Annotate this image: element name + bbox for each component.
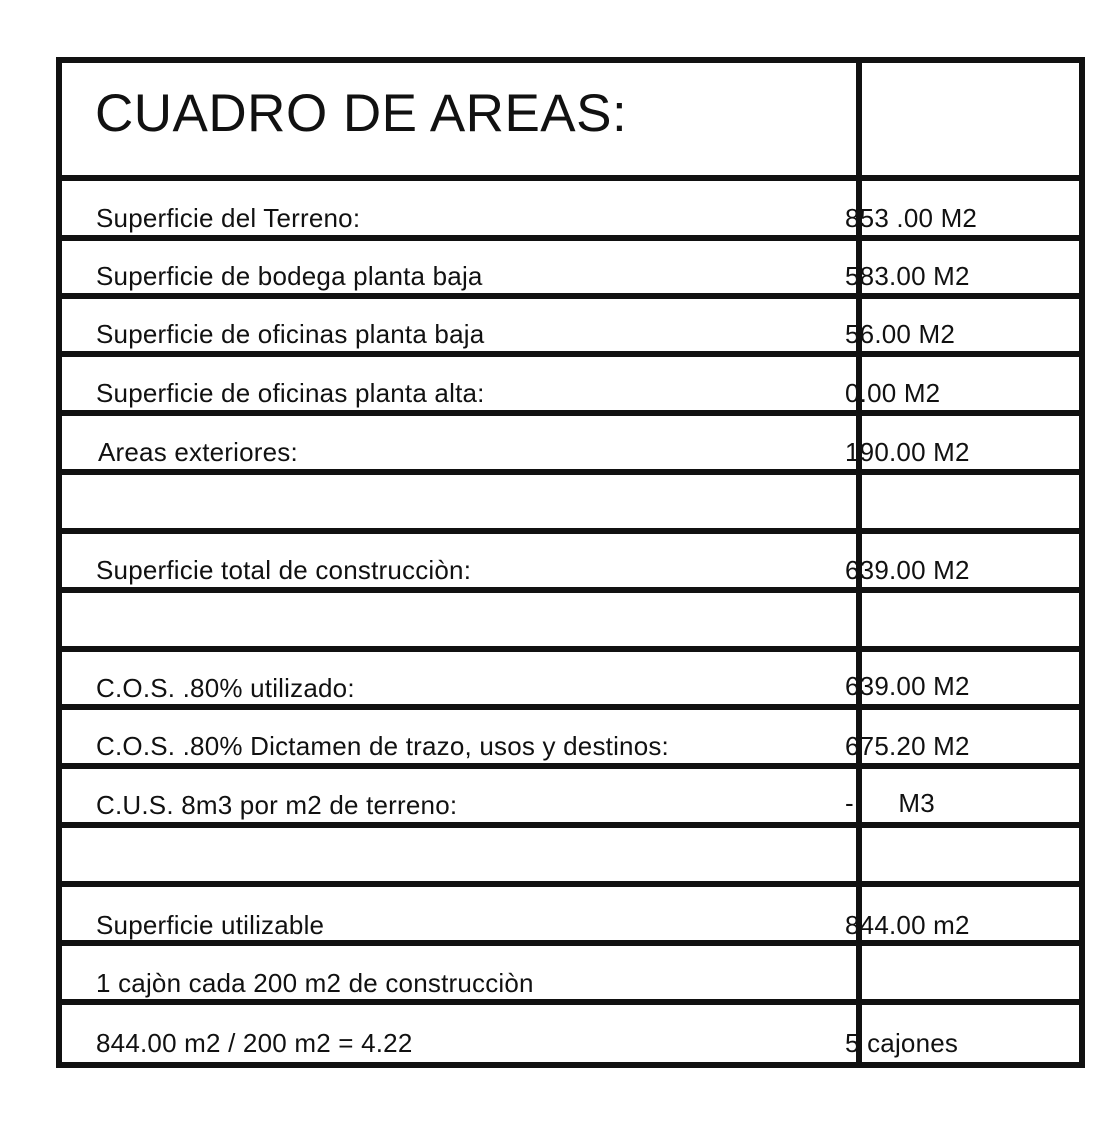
row-divider (62, 999, 1079, 1005)
row-value-cajones: 5 cajones (845, 1028, 959, 1058)
row-divider (62, 763, 1079, 769)
row-divider (62, 235, 1079, 241)
row-label-superficie-terreno: Superficie del Terreno: (96, 203, 361, 233)
row-value-cos-dictamen: 675.20 M2 (845, 731, 970, 761)
table-title: CUADRO DE AREAS: (95, 84, 628, 143)
row-label-oficinas-planta-alta: Superficie de oficinas planta alta: (96, 378, 485, 408)
row-label-total-construccion: Superficie total de construcciòn: (96, 555, 472, 585)
row-label-cos-dictamen: C.O.S. .80% Dictamen de trazo, usos y destinos: (96, 731, 669, 761)
row-value-oficinas-planta-baja: 56.00 M2 (845, 319, 956, 349)
row-divider (62, 881, 1079, 887)
row-divider (62, 704, 1079, 710)
row-label-cos-utilizado: C.O.S. .80% utilizado: (96, 673, 355, 703)
row-value-superficie-utilizable: 844.00 m2 (845, 910, 970, 940)
row-divider (62, 822, 1079, 828)
row-label-bodega-planta-baja: Superficie de bodega planta baja (96, 261, 483, 291)
row-value-areas-exteriores: 190.00 M2 (845, 437, 970, 467)
row-label-superficie-utilizable: Superficie utilizable (96, 910, 325, 940)
row-value-cus: - M3 (845, 788, 935, 818)
row-label-cus: C.U.S. 8m3 por m2 de terreno: (96, 790, 458, 820)
areas-table (56, 57, 1085, 1068)
row-value-total-construccion: 639.00 M2 (845, 555, 970, 585)
row-divider (62, 646, 1079, 652)
row-value-cos-utilizado: 639.00 M2 (845, 671, 970, 701)
row-divider (62, 469, 1079, 475)
row-divider (62, 410, 1079, 416)
row-value-bodega-planta-baja: 583.00 M2 (845, 261, 970, 291)
row-divider (62, 175, 1079, 181)
row-label-oficinas-planta-baja: Superficie de oficinas planta baja (96, 319, 485, 349)
row-divider (62, 528, 1079, 534)
row-label-cajon-regla: 1 cajòn cada 200 m2 de construcciòn (96, 968, 534, 998)
row-value-superficie-terreno: 853 .00 M2 (845, 203, 978, 233)
row-label-areas-exteriores: Areas exteriores: (98, 437, 298, 467)
row-label-calculo-cajones: 844.00 m2 / 200 m2 = 4.22 (96, 1028, 413, 1058)
row-divider (62, 351, 1079, 357)
row-divider (62, 293, 1079, 299)
row-value-oficinas-planta-alta: 0.00 M2 (845, 378, 941, 408)
row-divider (62, 587, 1079, 593)
